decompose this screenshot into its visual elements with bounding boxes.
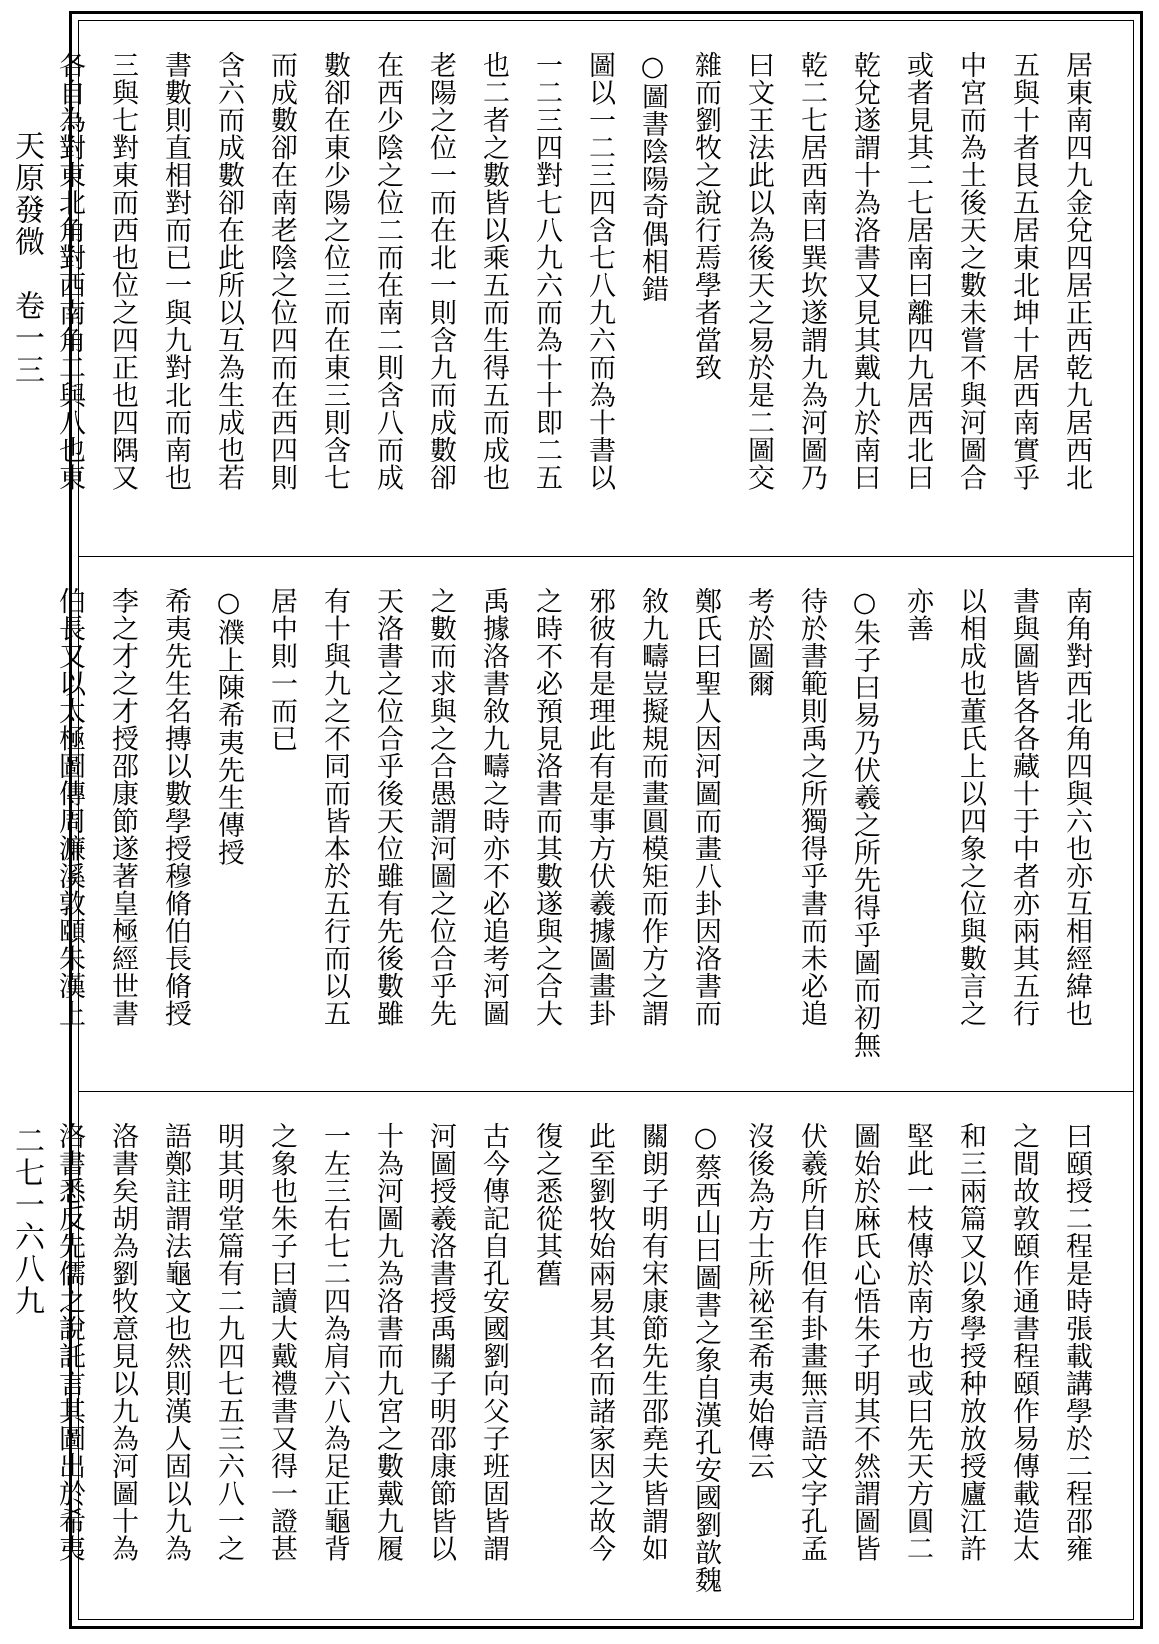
text-column: 以相成也董氏上以四象之位與數言之 — [955, 587, 986, 1027]
text-column: 一二三四對七八九六而為十十即二五 — [531, 51, 562, 491]
text-column: 堅此一枝傳於南方也或曰先天方圓二 — [902, 1122, 933, 1562]
page-inner-border — [54, 20, 1134, 1620]
text-column: 也二者之數皆以乘五而生得五而成也 — [478, 51, 509, 491]
text-column: 伏羲所自作但有卦畫無言語文字孔孟 — [796, 1122, 827, 1562]
text-columns — [54, 587, 1103, 1078]
text-column: 李之才之才授邵康節遂著皇極經世書 — [107, 587, 138, 1027]
text-column: 待於書範則禹之所獨得乎書而未必追 — [796, 587, 827, 1027]
text-column: 洛書悉反先儒之說託言其圖出於希夷 — [54, 1122, 85, 1562]
text-column: 沒後為方士所祕至希夷始傳云 — [743, 1122, 774, 1480]
text-column: 之數而求與之合愚謂河圖之位合乎先 — [425, 587, 456, 1027]
text-column: 南角對西北角四與六也亦互相經緯也 — [1061, 587, 1092, 1027]
text-column: ○圖書陰陽奇偶相錯 — [637, 51, 668, 303]
text-column: 含六而成數卻在此所以互為生成也若 — [213, 51, 244, 491]
text-column: 復之悉從其舊 — [531, 1122, 562, 1287]
text-column: 之時不必預見洛書而其數遂與之合大 — [531, 587, 562, 1027]
text-column: 天洛書之位合乎後天位雖有先後數雖 — [372, 587, 403, 1027]
text-column: 而成數卻在南老陰之位四而在西四則 — [266, 51, 297, 491]
text-column: 有十與九之不同而皆本於五行而以五 — [319, 587, 350, 1027]
text-column: ○朱子曰易乃伏羲之所先得乎圖而初無 — [849, 587, 880, 1059]
text-column: 關朗子明有宋康節先生邵堯夫皆謂如 — [637, 1122, 668, 1562]
text-columns — [54, 51, 1103, 542]
page-frame — [54, 11, 1143, 1629]
text-column: 亦善 — [902, 587, 933, 642]
text-column: 雜而劉牧之說行焉學者當致 — [690, 51, 721, 381]
text-column: 鄭氏曰聖人因河圖而畫八卦因洛書而 — [690, 587, 721, 1027]
text-column: 希夷先生名摶以數學授穆脩伯長脩授 — [160, 587, 191, 1027]
text-column: 邪彼有是理此有是事方伏羲據圖畫卦 — [584, 587, 615, 1027]
text-column: 各自為對東北角對西南角二與八也東 — [54, 51, 85, 491]
text-column: 此至劉牧始兩易其名而諸家因之故今 — [584, 1122, 615, 1562]
margin-book-title: 天原發微 卷一三 — [9, 130, 44, 386]
text-column: 曰頤授二程是時張載講學於二程邵雍 — [1061, 1122, 1092, 1562]
text-column: 考於圖爾 — [743, 587, 774, 697]
text-column: 居東南四九金兌四居正西乾九居西北 — [1061, 51, 1092, 491]
text-column: 書數則直相對而已一與九對北而南也 — [160, 51, 191, 491]
text-column: ○濮上陳希夷先生傳授 — [213, 587, 244, 866]
text-column: 語鄭註謂法龜文也然則漢人固以九為 — [160, 1122, 191, 1562]
text-column: 數卻在東少陽之位三而在東三則含七 — [319, 51, 350, 491]
text-column: 五與十者艮五居東北坤十居西南實乎 — [1008, 51, 1039, 491]
text-column: 三與七對東而西也位之四正也四隅又 — [107, 51, 138, 491]
text-column: 禹據洛書敘九疇之時亦不必追考河圖 — [478, 587, 509, 1027]
text-column: 河圖授羲洛書授禹關子明邵康節皆以 — [425, 1122, 456, 1562]
text-column: 老陽之位一而在北一則含九而成數卻 — [425, 51, 456, 491]
text-column: 書與圖皆各各藏十于中者亦兩其五行 — [1008, 587, 1039, 1027]
text-column: 圖以一二三四含七八九六而為十書以 — [584, 51, 615, 491]
margin-page-number: 二七一六八九 — [9, 1125, 44, 1317]
text-column: 一左三右七二四為肩六八為足正龜背 — [319, 1122, 350, 1562]
text-column: 洛書矣胡為劉牧意見以九為河圖十為 — [107, 1122, 138, 1562]
text-column: 圖始於麻氏心悟朱子明其不然謂圖皆 — [849, 1122, 880, 1562]
text-column: 中宮而為土後天之數未嘗不與河圖合 — [955, 51, 986, 491]
text-column: 明其明堂篇有二九四七五三六八一之 — [213, 1122, 244, 1562]
text-column: 曰文王法此以為後天之易於是二圖交 — [743, 51, 774, 491]
text-column: 乾二七居西南曰巽坎遂謂九為河圖乃 — [796, 51, 827, 491]
text-column: ○蔡西山曰圖書之象自漢孔安國劉歆魏 — [690, 1122, 721, 1594]
text-column: 或者見其二七居南曰離四九居西北曰 — [902, 51, 933, 491]
text-column: 之象也朱子曰讀大戴禮書又得一證甚 — [266, 1122, 297, 1562]
text-column: 乾兌遂謂十為洛書又見其戴九於南曰 — [849, 51, 880, 491]
text-column: 伯長又以太極圖傳周濂溪敦頤朱漢上 — [54, 587, 85, 1027]
text-panel-bottom — [54, 1091, 1133, 1617]
text-column: 和三兩篇又以象學授种放放授廬江許 — [955, 1122, 986, 1562]
text-column: 之間故敦頤作通書程頤作易傳載造太 — [1008, 1122, 1039, 1562]
text-panel-middle — [54, 556, 1133, 1092]
text-column: 古今傳記自孔安國劉向父子班固皆謂 — [478, 1122, 509, 1562]
text-column: 居中則一而已 — [266, 587, 297, 752]
text-column: 十為河圖九為洛書而九宮之數戴九履 — [372, 1122, 403, 1562]
text-columns — [54, 1122, 1103, 1603]
text-column: 在西少陰之位二而在南二則含八而成 — [372, 51, 403, 491]
text-panel-top — [54, 21, 1133, 556]
text-column: 敘九疇豈擬規而畫圓模矩而作方之謂 — [637, 587, 668, 1027]
